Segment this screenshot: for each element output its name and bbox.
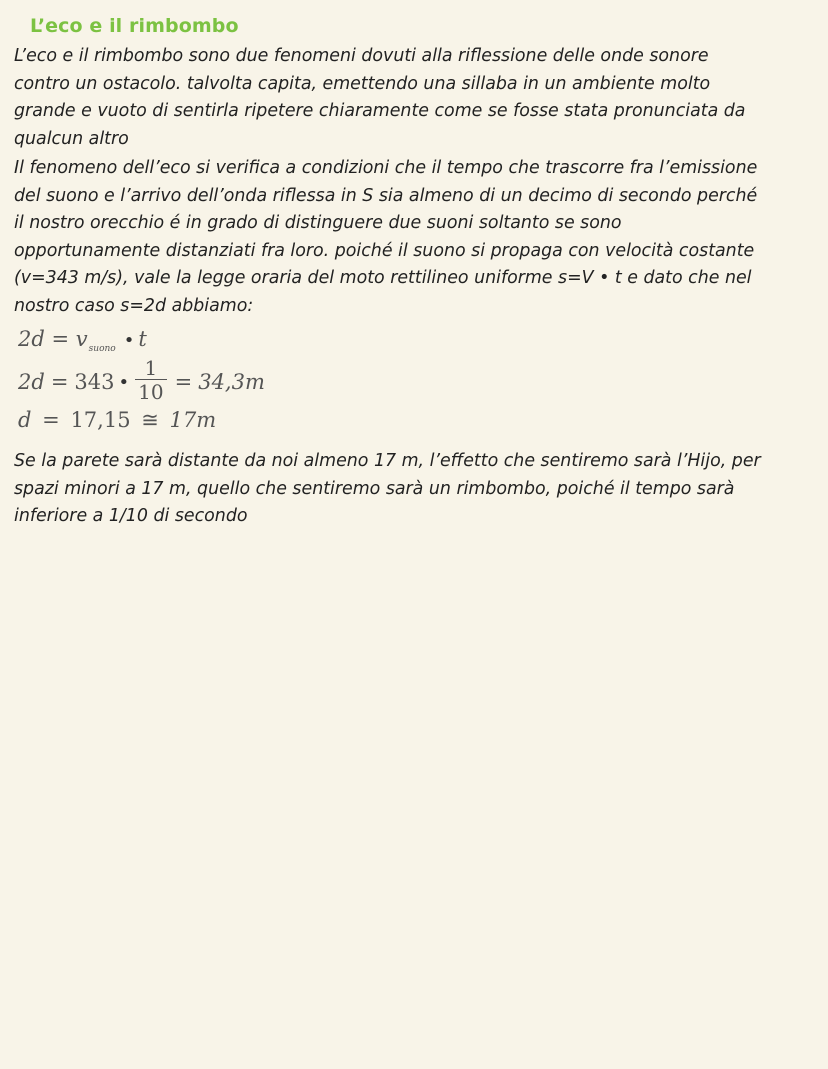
paragraph-line: L’eco e il rimbombo sono due fenomeni dovuti alla riflessione delle onde sonore: [14, 46, 709, 66]
eq-equals: =: [51, 327, 70, 351]
eq-factor: 343: [74, 370, 115, 394]
eq-approx: ≅: [141, 408, 159, 432]
eq-equals: =: [42, 408, 60, 432]
eq-time: t: [138, 327, 147, 351]
eq-velocity: v: [75, 327, 88, 351]
eq-result: 34,3m: [198, 370, 265, 394]
eq-denominator: 10: [138, 379, 164, 404]
paragraph-line: spazi minori a 17 m, quello che sentiremo sarà un rimbombo, poiché il tempo sarà: [14, 478, 735, 499]
eq-dot: •: [118, 371, 130, 393]
eq-value: 17,15: [70, 408, 131, 432]
paragraph-line: Il fenomeno dell’eco si verifica a condizioni che il tempo che trascorre fra l’emissione: [14, 158, 758, 178]
document-title: L’eco e il rimbombo: [30, 15, 239, 37]
paragraph-line: il nostro orecchio é in grado di distinguere due suoni soltanto se sono: [14, 213, 622, 233]
eq-fraction: [135, 357, 166, 404]
paragraph-line: Se la parete sarà distante da noi almeno 17 m, l’effetto che sentiremo sarà l’Hijo, per: [14, 451, 761, 471]
eq-lhs: d: [18, 408, 32, 432]
paragraph-line: inferiore a 1/10 di secondo: [14, 506, 248, 526]
paragraph-intro: [14, 43, 804, 153]
equation-distance-formula: [18, 327, 147, 354]
paragraph-line: contro un ostacolo. talvolta capita, emettendo una sillaba in un ambiente molto: [14, 73, 711, 94]
paragraph-conclusion: [14, 448, 804, 531]
paragraph-line: nostro caso s=2d abbiamo:: [14, 295, 254, 316]
paragraph-line: (v=343 m/s), vale la legge oraria del moto rettilineo uniforme s=V • t e dato che nel: [14, 268, 752, 288]
eq-lhs: 2d: [18, 327, 45, 351]
eq-equals: =: [174, 370, 193, 394]
eq-dot: •: [123, 330, 135, 351]
equation-numeric-calc: [18, 352, 265, 412]
eq-equals: =: [50, 370, 69, 394]
paragraph-line: del suono e l’arrivo dell’onda riflessa in S sia almeno di un decimo di secondo perché: [14, 185, 758, 206]
eq-numerator: 1: [135, 357, 166, 380]
eq-result: 17m: [169, 408, 217, 432]
paragraph-echo-condition: [14, 155, 804, 320]
paragraph-line: opportunamente distanziati fra loro. poiché il suono si propaga con velocità costante: [14, 240, 755, 261]
eq-subscript: suono: [88, 344, 116, 354]
paragraph-line: qualcun altro: [14, 128, 129, 149]
equation-final-distance: [18, 408, 216, 432]
paragraph-line: grande e vuoto di sentirla ripetere chiaramente come se fosse stata pronunciata da: [14, 101, 746, 121]
eq-lhs: 2d: [18, 370, 45, 394]
